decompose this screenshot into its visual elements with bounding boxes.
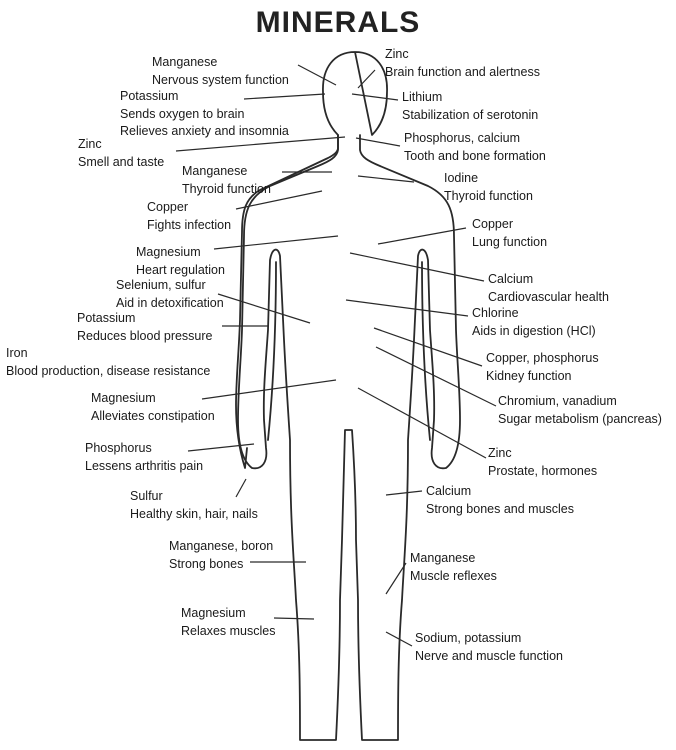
mineral-function: Relaxes muscles	[181, 623, 276, 638]
label-chromium-vanadium	[498, 393, 662, 428]
mineral-function: Strong bones and muscles	[426, 501, 575, 516]
mineral-function: Aids in digestion (HCl)	[472, 323, 596, 338]
mineral-name: Magnesium	[91, 391, 156, 405]
label-copper-infection	[147, 199, 231, 234]
mineral-function: Aid in detoxification	[116, 295, 224, 310]
mineral-function: Heart regulation	[136, 262, 225, 277]
mineral-name: Copper, phosphorus	[486, 351, 599, 365]
label-lithium	[402, 89, 538, 124]
mineral-function: Kidney function	[486, 368, 572, 383]
leader-line	[374, 328, 482, 366]
mineral-name: Phosphorus	[85, 441, 152, 455]
label-sodium-potassium	[415, 630, 563, 665]
leader-line	[346, 300, 468, 316]
mineral-name: Calcium	[488, 272, 534, 286]
mineral-function: Tooth and bone formation	[404, 148, 546, 163]
label-calcium-bones	[426, 483, 574, 518]
label-sulfur-skin	[130, 488, 258, 523]
mineral-name: Copper	[472, 217, 513, 231]
mineral-name: Sulfur	[130, 489, 163, 503]
mineral-name: Manganese	[182, 164, 248, 178]
mineral-function: Strong bones	[169, 556, 244, 571]
label-potassium-blood-pressure	[77, 310, 213, 345]
mineral-function: Nervous system function	[152, 72, 289, 87]
mineral-name: Chromium, vanadium	[498, 394, 617, 408]
mineral-name: Manganese	[152, 55, 218, 69]
label-zinc-brain	[385, 46, 540, 81]
leader-line	[358, 388, 486, 458]
leader-line	[378, 228, 466, 244]
mineral-name: Manganese, boron	[169, 539, 274, 553]
mineral-name: Magnesium	[181, 606, 246, 620]
leader-line	[298, 65, 336, 85]
mineral-name: Selenium, sulfur	[116, 278, 206, 292]
mineral-name: Zinc	[488, 446, 512, 460]
label-copper-lung	[472, 216, 547, 251]
label-zinc-smell	[78, 136, 164, 171]
mineral-function: Blood production, disease resistance	[6, 363, 211, 378]
mineral-name: Phosphorus, calcium	[404, 131, 521, 145]
mineral-name: Iodine	[444, 171, 479, 185]
label-iron	[6, 345, 210, 380]
mineral-function: Sugar metabolism (pancreas)	[498, 411, 662, 426]
mineral-name: Copper	[147, 200, 188, 214]
label-manganese-nervous	[152, 54, 289, 89]
leader-line	[386, 491, 422, 495]
mineral-function: Fights infection	[147, 217, 232, 232]
label-chlorine	[472, 305, 596, 340]
mineral-name: Magnesium	[136, 245, 201, 259]
mineral-function: Smell and taste	[78, 154, 165, 169]
mineral-name: Manganese	[410, 551, 476, 565]
label-selenium-sulfur	[116, 277, 224, 312]
mineral-name: Lithium	[402, 90, 443, 104]
diagram-title: MINERALS	[255, 6, 421, 39]
label-phosphorus-calcium-tooth	[404, 130, 546, 165]
mineral-function: Thyroid function	[444, 188, 533, 203]
leader-line	[352, 94, 398, 100]
mineral-function: Lung function	[472, 234, 548, 249]
leader-line	[376, 347, 496, 406]
label-iodine	[444, 170, 533, 205]
mineral-function: Alleviates constipation	[91, 408, 215, 423]
mineral-function: Brain function and alertness	[385, 64, 540, 79]
mineral-name: Zinc	[78, 137, 102, 151]
mineral-function-extra: Relieves anxiety and insomnia	[120, 124, 289, 138]
leader-line	[214, 236, 338, 249]
label-magnesium-relaxes	[181, 605, 275, 640]
mineral-name: Potassium	[120, 89, 179, 103]
mineral-name: Zinc	[385, 47, 409, 61]
mineral-function: Lessens arthritis pain	[85, 458, 204, 473]
mineral-function: Thyroid function	[182, 181, 271, 196]
label-manganese-boron	[169, 538, 273, 573]
leader-line	[202, 380, 336, 399]
mineral-function: Healthy skin, hair, nails	[130, 506, 258, 521]
label-manganese-thyroid	[182, 163, 271, 198]
mineral-name: Chlorine	[472, 306, 519, 320]
label-copper-phosphorus-kidney	[486, 350, 599, 385]
label-potassium-brain	[120, 88, 289, 141]
mineral-function: Reduces blood pressure	[77, 328, 213, 343]
mineral-name: Sodium, potassium	[415, 631, 522, 645]
mineral-function: Cardiovascular health	[488, 289, 609, 304]
mineral-name: Potassium	[77, 311, 136, 325]
mineral-function: Nerve and muscle function	[415, 648, 563, 663]
label-manganese-reflexes	[410, 550, 497, 585]
leader-line	[274, 618, 314, 619]
mineral-function: Stabilization of serotonin	[402, 107, 539, 122]
label-calcium-cardio	[488, 271, 609, 306]
mineral-function: Muscle reflexes	[410, 568, 497, 583]
label-magnesium-heart	[136, 244, 225, 279]
mineral-name: Calcium	[426, 484, 472, 498]
mineral-function: Sends oxygen to brain	[120, 106, 245, 121]
leader-line	[356, 138, 400, 146]
label-phosphorus-arthritis	[85, 440, 203, 475]
label-zinc-prostate	[488, 445, 597, 480]
leader-line	[218, 294, 310, 323]
mineral-function: Prostate, hormones	[488, 463, 598, 478]
mineral-name: Iron	[6, 346, 28, 360]
label-magnesium-constipation	[91, 390, 215, 425]
